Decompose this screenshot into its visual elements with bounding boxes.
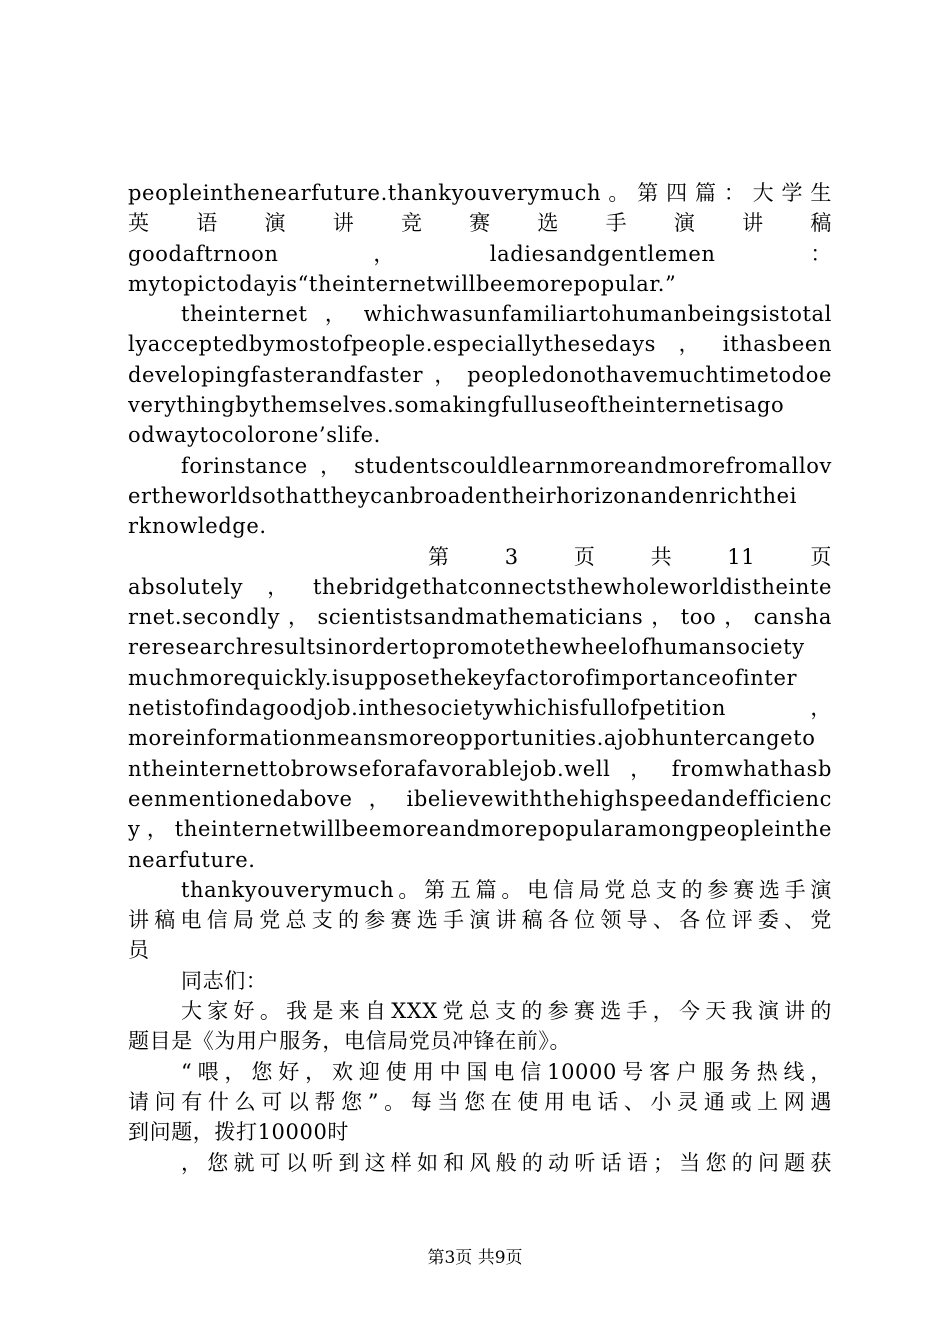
text-line: verythingbythemselves.somakingfulluseoftheinternetisago	[128, 393, 785, 418]
text-line: developingfasterandfaster，peopledonothavemuchtimetodoe	[128, 362, 832, 387]
paragraph-first-line: forinstance，studentscouldlearnmoreandmorefromallov	[181, 453, 832, 478]
paragraph-first-line: theinternet，whichwasunfamiliartohumanbeingsistotal	[181, 302, 832, 327]
spaced-token: ：	[810, 241, 832, 266]
text-line: rnet.secondly，scientistsandmathematicians，too，cansha	[128, 605, 832, 630]
spaced-token: 语	[196, 211, 218, 236]
text-line: 题目是《为用户服务，电信局党员冲锋在前》。	[128, 1029, 572, 1054]
document-body	[128, 178, 832, 1178]
text-line: lyacceptedbymostofpeople.especiallythesedays，ithasbeen	[128, 332, 832, 357]
text-line-spaced	[128, 239, 832, 269]
spaced-token: 共	[650, 544, 673, 569]
text-line: rknowledge.	[128, 514, 267, 539]
text-line: 讲稿电信局党总支的参赛选手演讲稿各位领导、各位评委、党	[128, 908, 832, 933]
text-line: absolutely，thebridgethatconnectsthewholeworldistheinte	[128, 574, 832, 599]
paragraph-first-line: “喂，您好，欢迎使用中国电信10000号客户服务热线，	[181, 1059, 832, 1084]
text-line: odwaytocolorone’slife.	[128, 423, 381, 448]
paragraph-first-line: ，您就可以听到这样如和风般的动听话语；当您的问题获	[181, 1150, 832, 1175]
paragraph-first-line: 同志们：	[181, 968, 268, 993]
spaced-token: 选	[537, 211, 560, 236]
page-footer: 第3页 共9页	[427, 1248, 523, 1268]
text-line: mytopictodayis“theinternetwillbeemorepopular.”	[128, 271, 677, 296]
spaced-token: 11	[727, 544, 756, 569]
text-line-spaced	[128, 208, 832, 238]
text-line: ntheinternettobrowseforafavorablejob.well，fromwhathasb	[128, 756, 832, 781]
spaced-token: 第	[428, 544, 450, 569]
text-line: netistofindagoodjob.inthesocietywhichisfullofpetition，	[128, 696, 832, 721]
text-line: reresearchresultsinordertopromotethewheelofhumansociety	[128, 635, 805, 660]
spaced-token: 3	[504, 544, 519, 569]
spaced-token: 讲	[332, 211, 355, 236]
spaced-token: ladiesandgentlemen	[489, 241, 716, 266]
text-line: peopleinthenearfuture.thankyouverymuch。第四篇：大学生	[128, 181, 832, 205]
text-line: nearfuture.	[128, 847, 256, 872]
spaced-token: 页	[573, 544, 596, 569]
spaced-token: goodaftrnoon	[128, 241, 279, 266]
spaced-token: 手	[605, 211, 628, 236]
text-line: 员	[128, 938, 150, 963]
spaced-token: 赛	[469, 211, 491, 236]
text-line: eenmentionedabove，ibelievewiththehighspeedandefficienc	[128, 786, 832, 811]
text-line: 请问有什么可以帮您”。每当您在使用电话、小灵通或上网遇	[128, 1089, 832, 1114]
spaced-token: ，	[373, 241, 395, 266]
text-line: 到问题，拨打10000时	[128, 1120, 350, 1145]
text-line: ertheworldsothattheycanbroadentheirhorizonandenrichthei	[128, 483, 798, 508]
spaced-token: 竞	[400, 211, 423, 236]
spaced-token: 英	[128, 211, 150, 236]
spaced-token: 演	[673, 211, 696, 236]
inline-page-marker	[428, 542, 832, 572]
text-line: muchmorequickly.isupposethekeyfactorofimportanceofinter	[128, 665, 798, 690]
paragraph-first-line: 大家好。我是来自XXX党总支的参赛选手，今天我演讲的	[181, 999, 832, 1024]
spaced-token: 演	[264, 211, 287, 236]
text-line: moreinformationmeansmoreopportunities.ajobhuntercangeto	[128, 726, 816, 751]
spaced-token: 讲	[742, 211, 764, 236]
text-line: y，theinternetwillbeemoreandmorepopularamongpeopleinthe	[128, 817, 832, 842]
spaced-token: 稿	[810, 211, 832, 236]
paragraph-first-line: thankyouverymuch。第五篇。电信局党总支的参赛选手演	[181, 877, 832, 902]
spaced-token: 页	[810, 544, 832, 569]
